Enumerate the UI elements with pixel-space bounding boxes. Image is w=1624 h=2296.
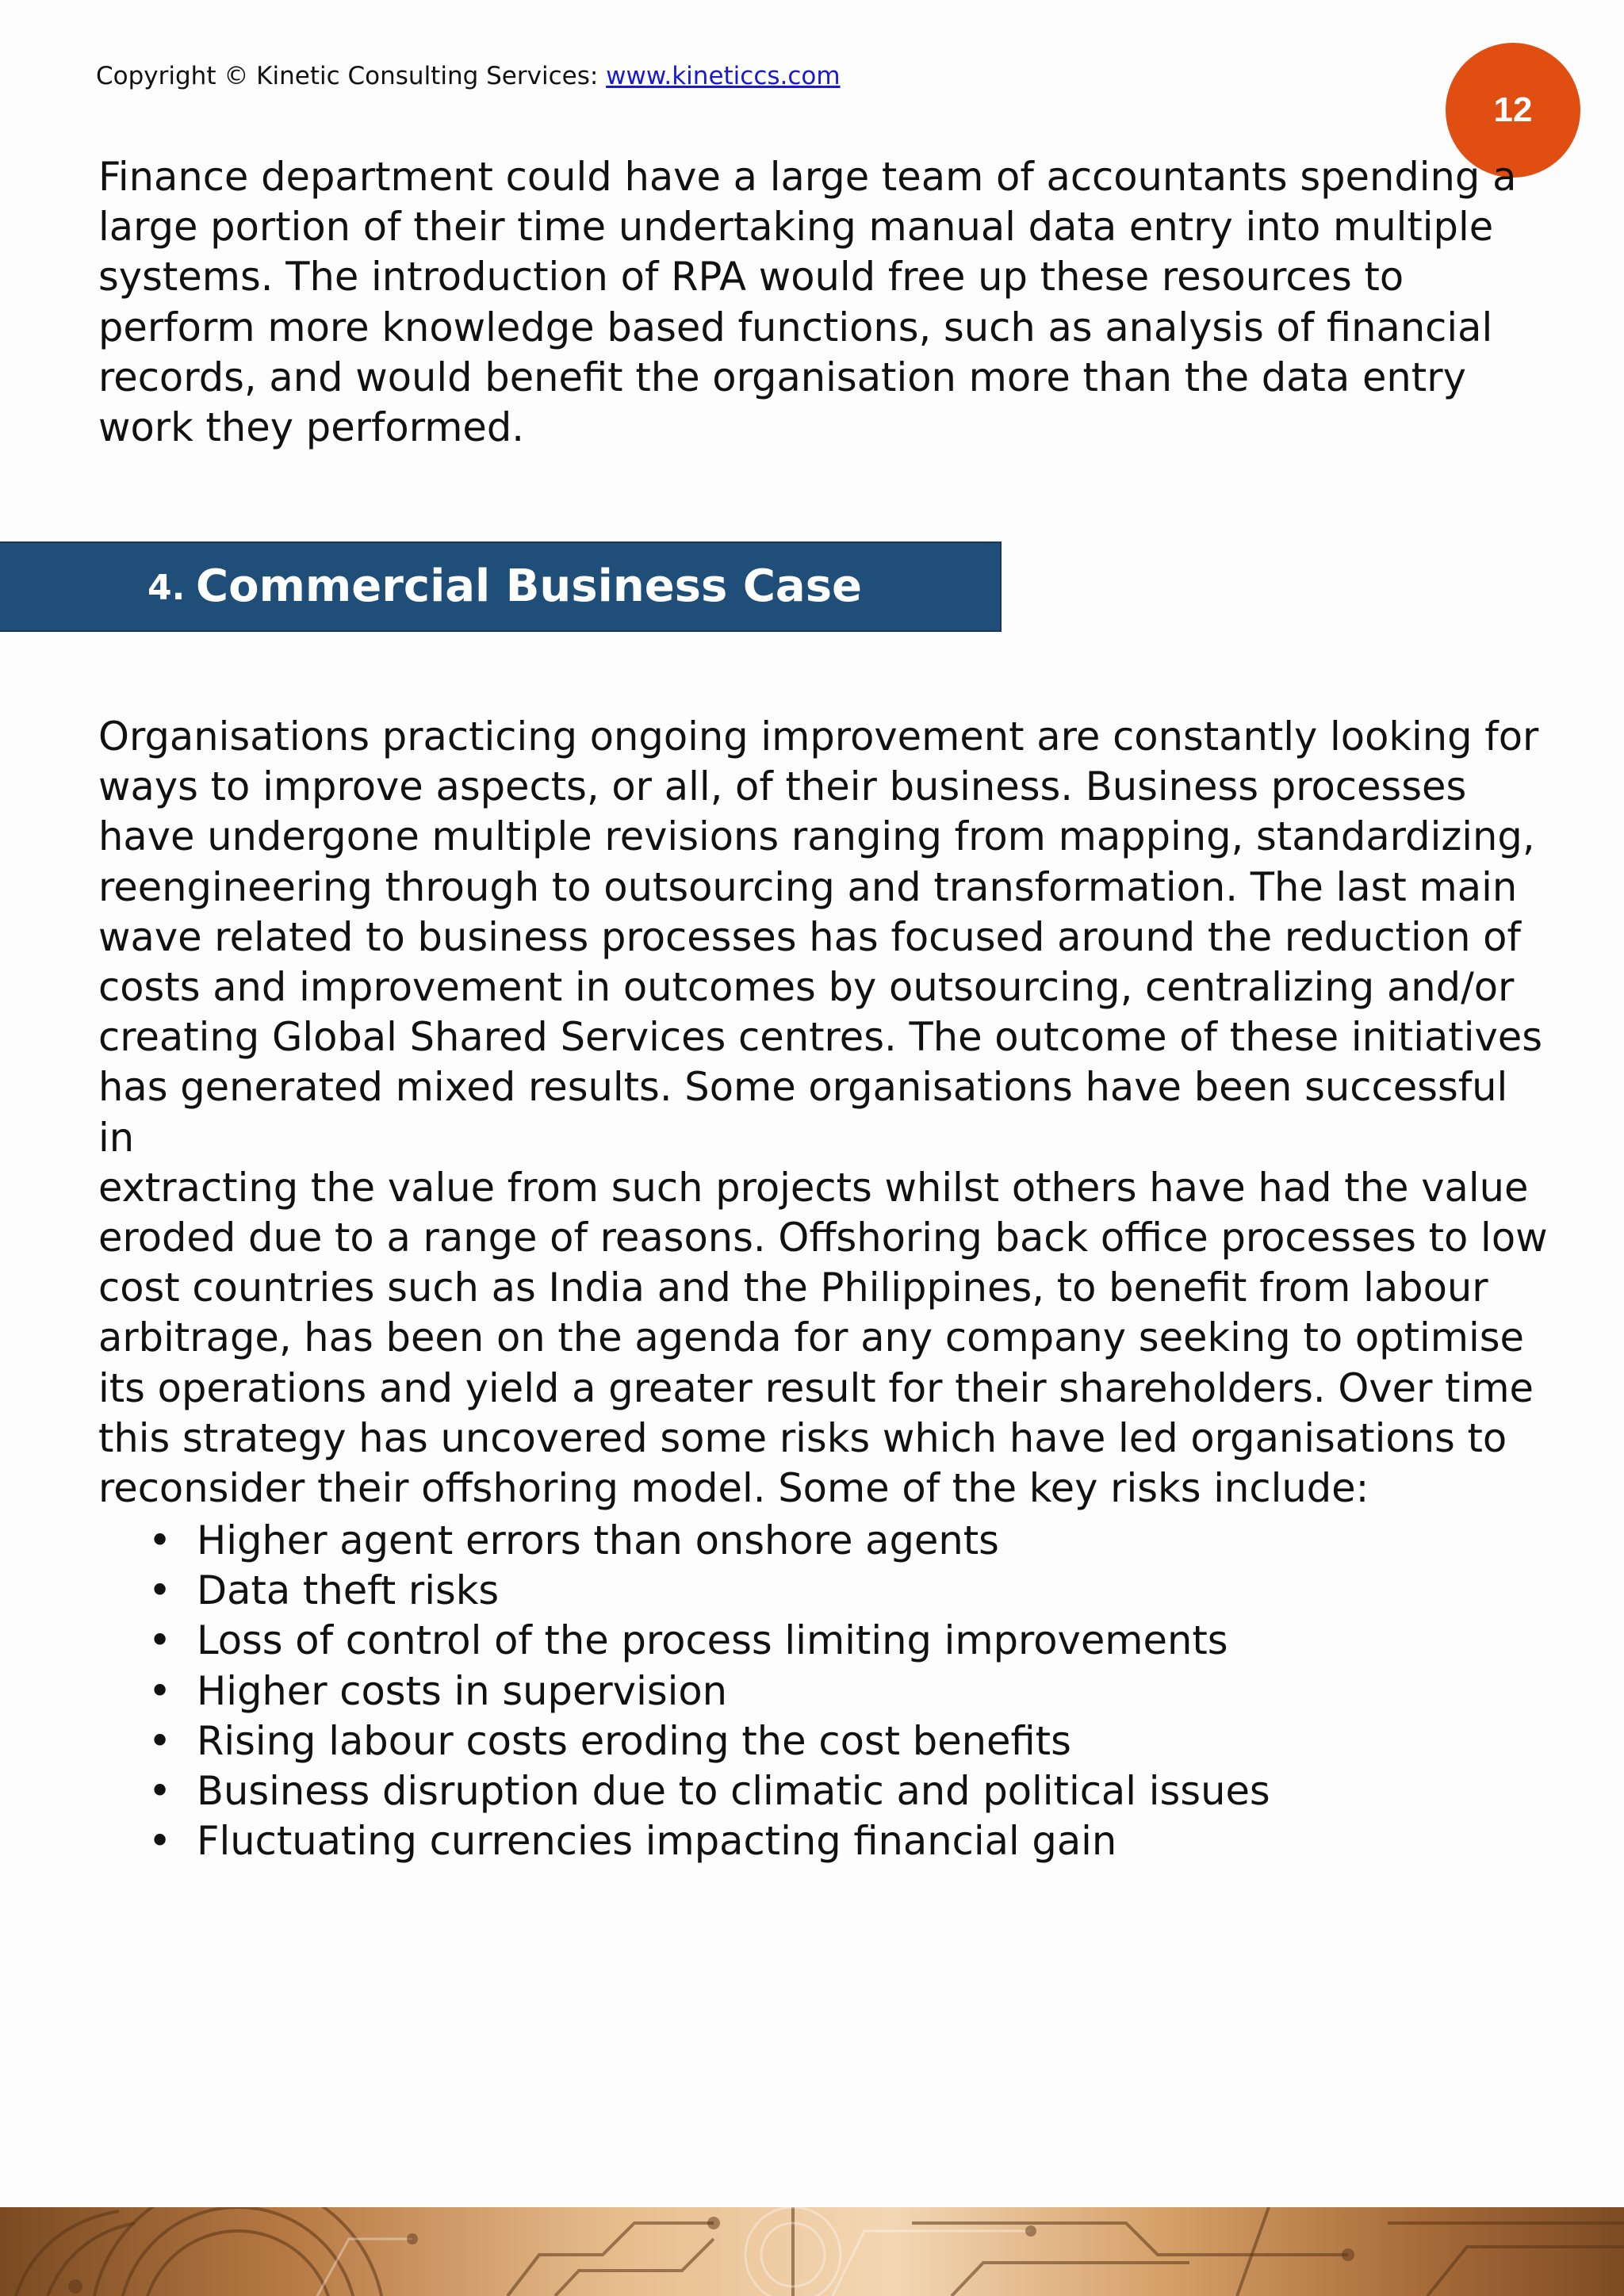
bullet-icon: • [148, 1717, 172, 1764]
main-paragraph: Organisations practicing ongoing improvement are constantly looking for ways to improve aspects, or all, of their business. Business processes have undergone multiple revisions ranging from mapping, standardizing, reengineering through to outsourcing and transformation. The last main wave related to business processes has focused around the reduction of costs and improvement in outcomes by outsourcing, centralizing and/or creating Global Shared Services centres. The outcome of these initiatives has generated mixed results. Some organisations have been successful in extracting the value from such projects whilst others have had the value eroded due to a range of reasons. Offshoring back office processes to low cost countries such as India and the Philippines, to benefit from labour arbitrage, has been on the agenda for any company seeking to optimise its operations and yield a greater result for their shareholders. Over time this strategy has uncovered some risks which have led organisations to reconsider their offshoring model. Some of the key risks include: [98, 714, 1548, 1512]
bullet-icon: • [148, 1517, 172, 1563]
list-item-text: Loss of control of the process limiting improvements [197, 1617, 1228, 1664]
section-heading-bar [0, 541, 1002, 632]
list-item [98, 1616, 1270, 1666]
copyright-text: Copyright © Kinetic Consulting Services: [96, 62, 607, 90]
list-item [98, 1667, 1270, 1716]
list-item [98, 1816, 1270, 1866]
footer-decorative-band [0, 2207, 1624, 2296]
list-item [98, 1716, 1270, 1766]
list-item [98, 1766, 1270, 1816]
bullet-icon: • [148, 1567, 172, 1614]
bullet-icon: • [148, 1667, 172, 1714]
bullet-icon: • [148, 1617, 172, 1664]
bullet-icon: • [148, 1818, 172, 1865]
list-item-text: Rising labour costs eroding the cost benefits [197, 1717, 1071, 1764]
intro-paragraph: Finance department could have a large team of accountants spending a large portion of their time undertaking manual data entry into multiple systems. The introduction of RPA would free up these resources to perform more knowledge based functions, such as analysis of financial records, and would benefit the organisation more than the data entry work they performed. [98, 154, 1517, 451]
list-item-text: Business disruption due to climatic and political issues [197, 1768, 1270, 1815]
header-copyright [96, 59, 841, 94]
risk-list [98, 1516, 1270, 1866]
list-item-text: Higher agent errors than onshore agents [197, 1517, 999, 1563]
section-number: 4. [147, 568, 186, 608]
list-item [98, 1566, 1270, 1616]
page-number: 12 [1493, 90, 1533, 129]
website-link[interactable]: www.kineticcs.com [606, 62, 841, 90]
list-item-text: Data theft risks [197, 1567, 500, 1614]
circuit-pattern-graphic [0, 2207, 1624, 2296]
bullet-icon: • [148, 1768, 172, 1815]
list-item-text: Higher costs in supervision [197, 1667, 728, 1714]
section-title: Commercial Business Case [196, 561, 863, 612]
list-item [98, 1516, 1270, 1566]
list-item-text: Fluctuating currencies impacting financial gain [197, 1818, 1117, 1865]
